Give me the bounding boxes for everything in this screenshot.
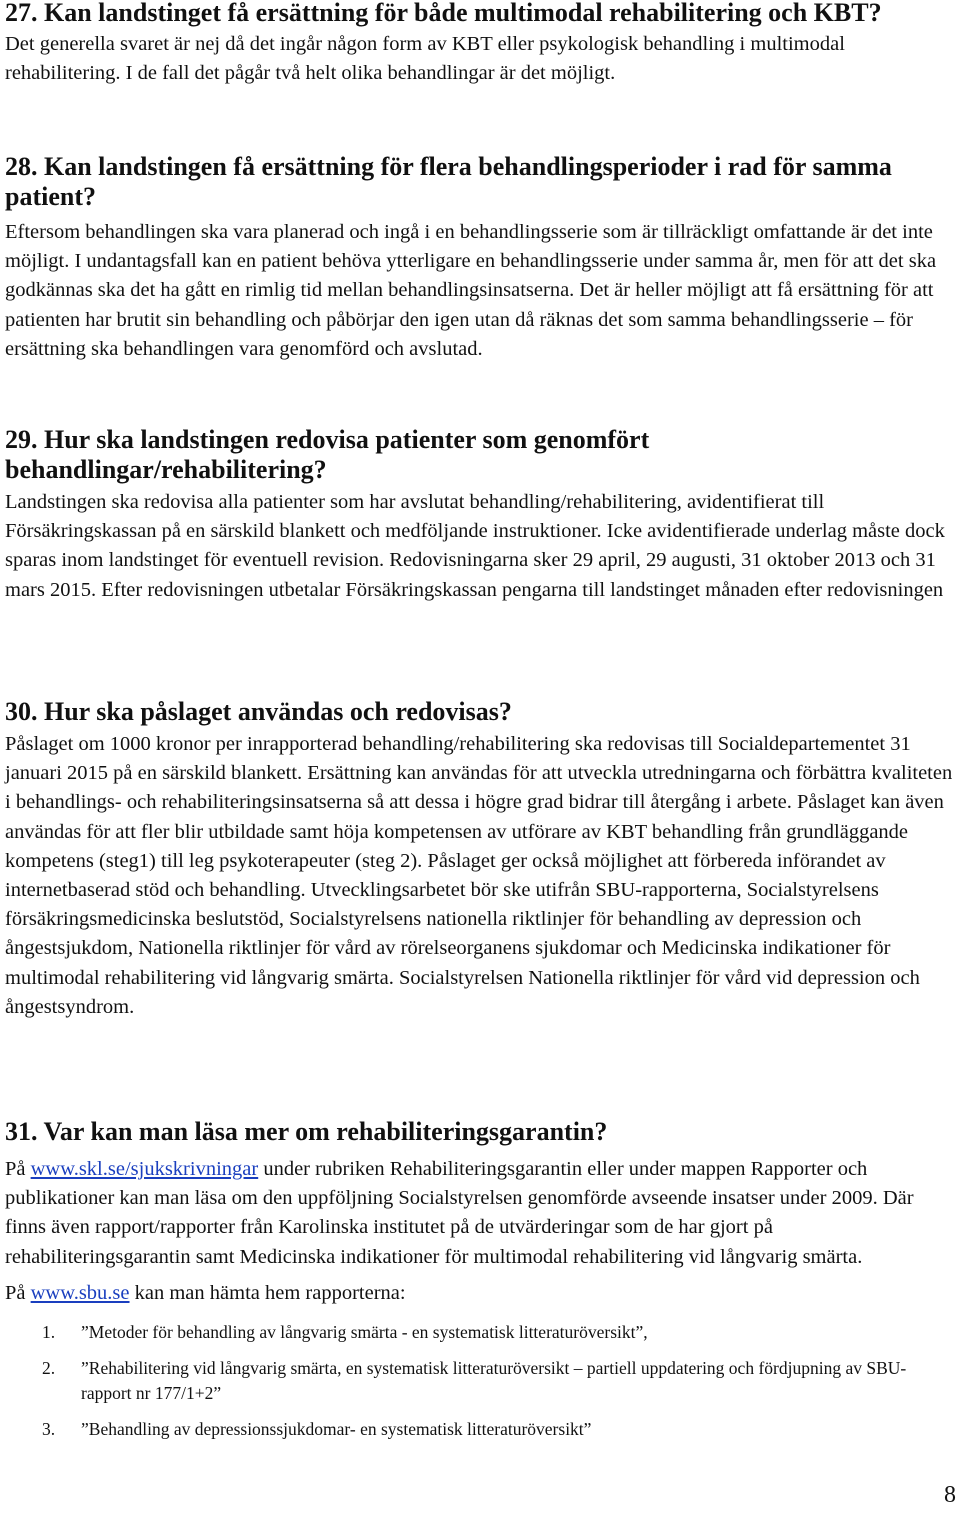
sbu-paragraph bbox=[5, 1279, 955, 1308]
report-list-item bbox=[5, 1417, 921, 1442]
report-list bbox=[5, 1320, 955, 1442]
page-number: 8 bbox=[944, 1482, 956, 1508]
question-heading: 27. Kan landstinget få ersättning för både multimodal rehabilitering och KBT? bbox=[5, 0, 882, 27]
section-q31 bbox=[5, 1117, 955, 1453]
skl-prefix: På bbox=[5, 1158, 31, 1180]
sbu-prefix: På bbox=[5, 1281, 31, 1304]
report-title: ”Behandling av depressionssjukdomar- en systematisk litteraturöversikt” bbox=[81, 1419, 592, 1440]
answer-paragraph: Eftersom behandlingen ska vara planerad och ingå i en behandlingsserie som är tillräckligt omfattande är det inte möjligt. I undantagsfall kan en patient behöva ytterligare en behandlingsserie under samma år, men för att det ska godkännas ska det ha gått en rimlig tid mellan behandlingsinsatserna. Det är heller möjligt att få ersättning för att patienten har brutit sin behandling och påbörjar den igen utan då räknas det som samma behandlingsserie – för ersättning ska behandlingen vara genomförd och avslutad. bbox=[5, 221, 937, 360]
report-title: ”Rehabilitering vid långvarig smärta, en systematisk litteraturöversikt – partiell uppdatering och fördjupning av SBU- rapport nr 177/1+2” bbox=[81, 1358, 907, 1404]
list-number: 3. bbox=[42, 1419, 56, 1440]
report-list-item bbox=[5, 1356, 921, 1406]
question-heading: 29. Hur ska landstingen redovisa patienter som genomfört behandlingar/rehabilitering? bbox=[5, 425, 650, 484]
skl-link[interactable]: www.skl.se/sjukskrivningar bbox=[30, 1158, 259, 1180]
report-title: ”Metoder för behandling av långvarig smärta - en systematisk litteraturöversikt”, bbox=[81, 1322, 648, 1343]
answer-paragraph: Det generella svaret är nej då det ingår någon form av KBT eller psykologisk behandling i multimodal rehabilitering. I de fall det pågår två helt olika behandlingar är det möjligt. bbox=[5, 33, 845, 85]
list-number: 1. bbox=[42, 1322, 56, 1343]
answer-paragraph: Påslaget om 1000 kronor per inrapporterad behandling/rehabilitering ska redovisas till Socialdepartementet 31 januari 2015 på en särskild blankett. Ersättning kan användas för att utveckla utredningarna och förbättra kvaliteten i behandlings- och rehabiliteringsinsatserna så att dessa i högre grad bidrar till återgång i arbete. Påslaget kan även användas för att fler blir utbildade samt höja kompetensen av utförare av KBT behandling från grundläggande kompetens (steg1) till leg psykoterapeuter (steg 2). Påslaget ger också möjlighet att förbereda införandet av internetbaserad stöd och behandling. Utvecklingsarbetet bör ske utifrån SBU-rapporterna, Socialstyrelsens försäkringsmedicinska beslutstöd, Socialstyrelsens nationella riktlinjer för behandling av depression och ångestsjukdom, Nationella riktlinjer för vård av rörelseorganens sjukdomar och Medicinska indikationer för multimodal rehabilitering vid långvarig smärta. Socialstyrelsen Nationella riktlinjer för vård vid depression och ångestsyndrom. bbox=[5, 733, 953, 1018]
section-q29 bbox=[5, 425, 955, 605]
report-list-item bbox=[5, 1320, 921, 1345]
answer-paragraph: Landstingen ska redovisa alla patienter som har avslutat behandling/rehabilitering, avidentifierat till Försäkringskassan på en särskild blankett och medföljande instruktioner. Icke avidentifierade underlag måste dock sparas inom landstinget för eventuell revision. Redovisningarna sker 29 april, 29 augusti, 31 oktober 2013 och 31 mars 2015. Efter redovisningen utbetalar Försäkringskassan pengarna till landstinget månaden efter redovisningen bbox=[5, 491, 945, 601]
list-number: 2. bbox=[42, 1358, 56, 1379]
question-heading: 30. Hur ska påslaget användas och redovisas? bbox=[5, 697, 512, 726]
skl-paragraph bbox=[5, 1155, 955, 1272]
section-q28 bbox=[5, 152, 955, 364]
section-q27 bbox=[5, 0, 955, 88]
sbu-text: kan man hämta hem rapporterna: bbox=[129, 1281, 406, 1304]
skl-text: under rubriken Rehabiliteringsgarantin eller under mappen Rapporter och publikationer kan man läsa om den uppföljning Socialstyrelsen genomförde avseende insatser under 2009. Där finns även rapport/rapporter från Karolinska institutet på de utvärderingar som de har gjort på rehabiliteringsgarantin samt Medicinska indikationer för multimodal rehabilitering vid långvarig smärta. bbox=[5, 1158, 914, 1268]
sbu-link[interactable]: www.sbu.se bbox=[30, 1281, 130, 1304]
question-heading: 31. Var kan man läsa mer om rehabiliteringsgarantin? bbox=[5, 1117, 608, 1146]
section-q30 bbox=[5, 697, 955, 1022]
question-heading: 28. Kan landstingen få ersättning för flera behandlingsperioder i rad för samma patient? bbox=[5, 152, 892, 211]
